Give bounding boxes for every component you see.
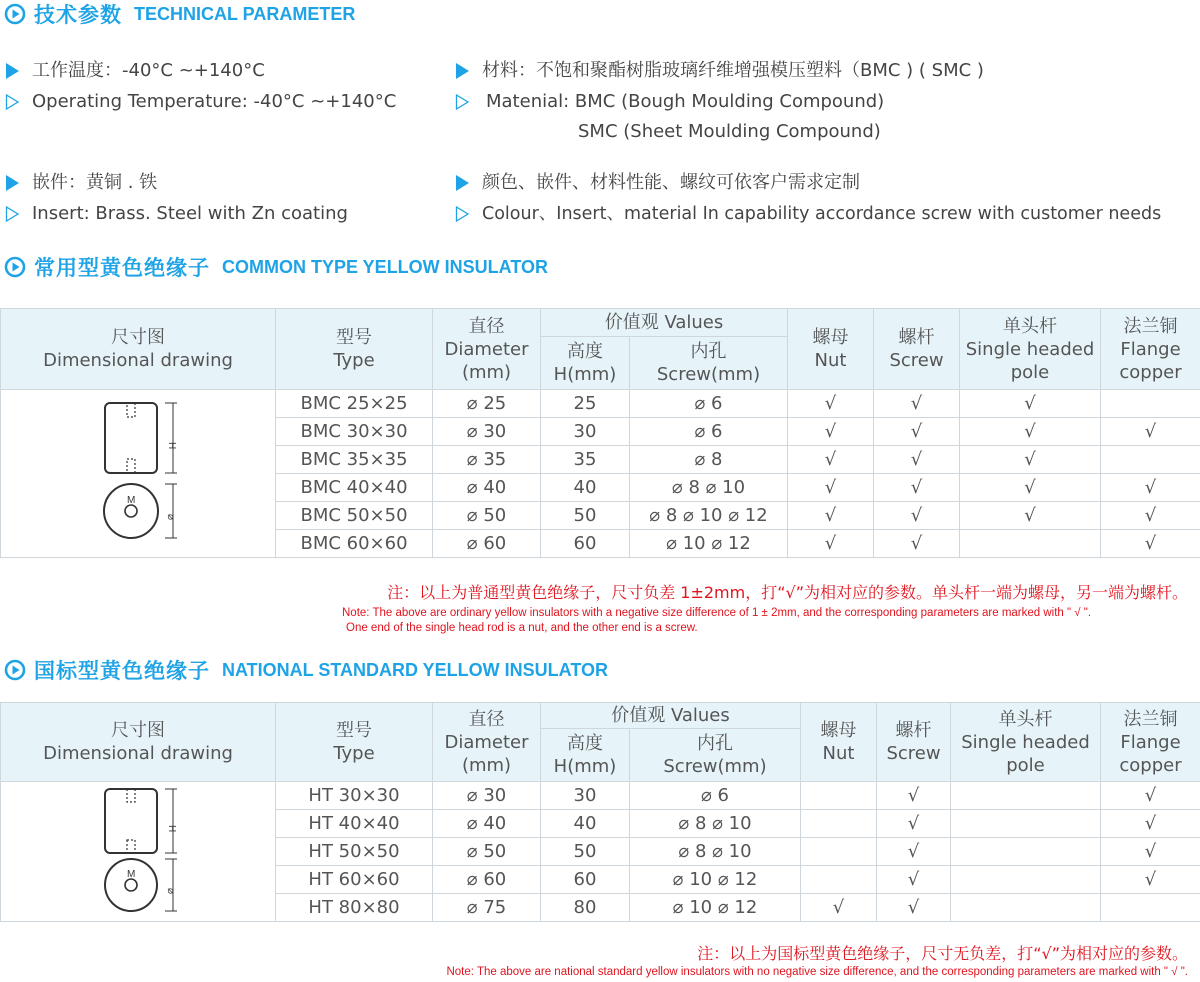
- cell-screw: √: [877, 838, 951, 866]
- cell-type: BMC 50×50: [276, 502, 433, 530]
- header-text: 高度: [567, 341, 603, 362]
- cell-height: 50: [541, 838, 630, 866]
- section-title-technical: [4, 0, 355, 28]
- cell-screw: √: [877, 782, 951, 810]
- header-text: 法兰铜: [1123, 315, 1178, 337]
- cell-nut: √: [788, 502, 874, 530]
- header-text: Dimensional drawing: [43, 743, 233, 764]
- cell-height: 50: [541, 502, 630, 530]
- header-values: 价值观 Values: [541, 703, 801, 729]
- param-text: 嵌件：黄铜 . 铁: [32, 172, 158, 193]
- cell-screw: √: [874, 530, 960, 558]
- header-text: Nut: [814, 350, 847, 371]
- cell-type: HT 80×80: [276, 894, 433, 922]
- cell-diameter: ⌀ 40: [433, 810, 541, 838]
- header-text: 螺母: [820, 720, 857, 741]
- cell-pole: √: [960, 418, 1101, 446]
- cell-flange: [1101, 894, 1200, 922]
- triangle-solid-icon: [4, 62, 20, 80]
- cell-bore: ⌀ 10 ⌀ 12: [630, 530, 788, 558]
- section-title-cn: 技术参数: [34, 3, 122, 27]
- header-text: H(mm): [553, 756, 617, 777]
- param-temp-en: [4, 91, 396, 113]
- header-text: copper: [1119, 361, 1182, 383]
- cell-diameter: ⌀ 25: [433, 390, 541, 418]
- m-label: M: [127, 868, 136, 880]
- header-text: 法兰铜: [1123, 708, 1178, 730]
- header-text: 型号: [336, 720, 372, 741]
- header-text: 单头杆: [1003, 315, 1057, 337]
- cell-bore: ⌀ 8 ⌀ 10: [630, 810, 801, 838]
- param-text: 材料：不饱和聚酯树脂玻璃纤维增强模压塑料（BMC ) ( SMC ): [482, 60, 984, 81]
- cell-pole: √: [960, 446, 1101, 474]
- header-height: [541, 337, 630, 390]
- cell-height: 30: [541, 418, 630, 446]
- header-text: 直径: [468, 708, 505, 730]
- cell-screw: √: [874, 418, 960, 446]
- cell-flange: √: [1101, 502, 1200, 530]
- cell-bore: ⌀ 10 ⌀ 12: [630, 866, 801, 894]
- param-material-en: [454, 91, 884, 113]
- header-text: copper: [1119, 754, 1182, 776]
- cell-diameter: ⌀ 30: [433, 782, 541, 810]
- cell-pole: [951, 838, 1101, 866]
- param-material-cn: [454, 60, 984, 82]
- header-text: Type: [333, 743, 375, 764]
- param-material-en2: SMC (Sheet Moulding Compound): [578, 121, 881, 142]
- cell-type: BMC 35×35: [276, 446, 433, 474]
- header-pole: [951, 703, 1101, 782]
- national-note-en: Note: The above are national standard yellow insulators with no negative size difference, and the corresponding parameters are marked with " √ ".: [446, 966, 1188, 978]
- param-text: 颜色、嵌件、材料性能、螺纹可依客户需求定制: [482, 172, 860, 193]
- header-text: pole: [1006, 754, 1045, 776]
- header-text: Single headed: [961, 731, 1090, 753]
- cell-nut: √: [788, 474, 874, 502]
- header-text: 螺杆: [895, 720, 932, 741]
- cell-bore: ⌀ 6: [630, 782, 801, 810]
- cell-flange: [1101, 390, 1200, 418]
- triangle-solid-icon: [4, 174, 20, 192]
- header-bore: [630, 337, 788, 390]
- header-text: 直径: [468, 315, 505, 337]
- header-text: Type: [333, 350, 375, 371]
- cell-nut: [801, 838, 877, 866]
- cell-height: 80: [541, 894, 630, 922]
- cell-diameter: ⌀ 60: [433, 866, 541, 894]
- header-text: Diameter: [444, 731, 529, 753]
- section-title-national: [4, 656, 608, 684]
- cell-flange: √: [1101, 474, 1200, 502]
- triangle-outline-icon: [4, 93, 20, 111]
- cell-bore: ⌀ 8: [630, 446, 788, 474]
- cell-bore: ⌀ 8 ⌀ 10: [630, 838, 801, 866]
- cell-screw: √: [877, 866, 951, 894]
- circle-play-icon: [4, 659, 26, 681]
- param-text: Insert: Brass. Steel with Zn coating: [32, 203, 348, 224]
- triangle-solid-icon: [454, 174, 470, 192]
- header-text: 内孔: [690, 341, 727, 362]
- header-text: 高度: [567, 733, 603, 754]
- param-text: Operating Temperature: -40°C ~+140°C: [32, 91, 397, 112]
- circle-play-icon: [4, 3, 26, 25]
- common-spec-table: [0, 308, 1200, 558]
- cell-flange: √: [1101, 838, 1200, 866]
- height-label: H: [166, 824, 177, 832]
- header-diameter: [433, 703, 541, 782]
- section-title-cn: 国标型黄色绝缘子: [34, 659, 210, 683]
- cell-flange: √: [1101, 782, 1200, 810]
- header-text: 尺寸图: [111, 720, 165, 741]
- header-text: Screw(mm): [656, 364, 761, 385]
- header-text: 单头杆: [998, 708, 1053, 730]
- cell-nut: √: [788, 530, 874, 558]
- cell-flange: √: [1101, 866, 1200, 894]
- cell-screw: √: [877, 894, 951, 922]
- cell-diameter: ⌀ 50: [433, 502, 541, 530]
- cell-flange: [1101, 446, 1200, 474]
- header-text: 内孔: [697, 733, 733, 754]
- common-note-cn: 注：以上为普通型黄色绝缘子，尺寸负差 1±2mm，打“√”为相对应的参数。单头杆一端为螺母，另一端为螺杆。: [387, 583, 1188, 602]
- param-text: Colour、Insert、material In capability accordance screw with customer needs: [482, 204, 1162, 224]
- param-temp-cn: [4, 60, 265, 82]
- cell-type: HT 50×50: [276, 838, 433, 866]
- header-text: Flange: [1120, 338, 1181, 360]
- header-text: (mm): [461, 361, 512, 383]
- header-text: Screw: [886, 743, 941, 764]
- cell-type: BMC 40×40: [276, 474, 433, 502]
- cell-bore: ⌀ 8 ⌀ 10: [630, 474, 788, 502]
- header-pole: [960, 309, 1101, 390]
- header-diameter: [433, 309, 541, 390]
- cell-diameter: ⌀ 60: [433, 530, 541, 558]
- cell-pole: [960, 530, 1101, 558]
- cell-height: 35: [541, 446, 630, 474]
- section-title-en: NATIONAL STANDARD YELLOW INSULATOR: [222, 659, 608, 680]
- param-custom-cn: [454, 172, 860, 194]
- insulator-drawing: [83, 399, 193, 549]
- cell-screw: √: [874, 446, 960, 474]
- triangle-outline-icon: [454, 205, 470, 223]
- cell-type: BMC 60×60: [276, 530, 433, 558]
- cell-bore: ⌀ 6: [630, 390, 788, 418]
- insulator-drawing: [83, 785, 193, 919]
- param-text: Matenial: BMC (Bough Moulding Compound): [486, 91, 885, 112]
- circle-play-icon: [4, 256, 26, 278]
- param-text: 工作温度：-40°C ~+140°C: [32, 60, 265, 81]
- cell-type: HT 60×60: [276, 866, 433, 894]
- cell-nut: [801, 782, 877, 810]
- common-note-en-2: One end of the single head rod is a nut, and the other end is a screw.: [346, 622, 698, 634]
- header-text: 螺母: [812, 327, 849, 348]
- height-label: H: [166, 441, 177, 449]
- cell-diameter: ⌀ 30: [433, 418, 541, 446]
- cell-bore: ⌀ 8 ⌀ 10 ⌀ 12: [630, 502, 788, 530]
- triangle-solid-icon: [454, 62, 470, 80]
- cell-diameter: ⌀ 40: [433, 474, 541, 502]
- cell-height: 60: [541, 530, 630, 558]
- cell-nut: √: [788, 390, 874, 418]
- header-text: Dimensional drawing: [43, 350, 233, 371]
- header-text: Single headed: [965, 338, 1095, 360]
- cell-type: HT 40×40: [276, 810, 433, 838]
- header-text: 螺杆: [898, 327, 935, 348]
- header-bore: [630, 729, 801, 782]
- cell-diameter: ⌀ 35: [433, 446, 541, 474]
- cell-flange: √: [1101, 530, 1200, 558]
- diameter-label: ⌀: [165, 887, 176, 894]
- cell-nut: √: [788, 446, 874, 474]
- common-note-en-1: Note: The above are ordinary yellow insulators with a negative size difference of 1 ± 2mm, and the corresponding parameters are marked with " √ ".: [342, 607, 1092, 619]
- triangle-outline-icon: [454, 93, 470, 111]
- header-text: Screw(mm): [663, 756, 767, 777]
- cell-height: 40: [541, 810, 630, 838]
- cell-type: BMC 30×30: [276, 418, 433, 446]
- cell-pole: [951, 866, 1101, 894]
- section-title-en: COMMON TYPE YELLOW INSULATOR: [222, 256, 549, 277]
- cell-nut: [801, 810, 877, 838]
- m-label: M: [127, 494, 136, 506]
- header-values: 价值观 Values: [541, 309, 788, 337]
- cell-screw: √: [877, 810, 951, 838]
- cell-screw: √: [874, 474, 960, 502]
- header-nut: [788, 309, 874, 390]
- header-text: Nut: [822, 743, 855, 764]
- header-text: Flange: [1120, 731, 1181, 753]
- header-type: [276, 309, 433, 390]
- cell-type: HT 30×30: [276, 782, 433, 810]
- national-spec-table: [0, 702, 1200, 922]
- cell-bore: ⌀ 10 ⌀ 12: [630, 894, 801, 922]
- header-flange: [1101, 703, 1200, 782]
- header-text: 型号: [336, 327, 372, 348]
- national-note-cn: 注：以上为国标型黄色绝缘子，尺寸无负差，打“√”为相对应的参数。: [697, 944, 1188, 963]
- cell-screw: √: [874, 502, 960, 530]
- header-drawing: [1, 309, 276, 390]
- cell-height: 30: [541, 782, 630, 810]
- cell-flange: √: [1101, 418, 1200, 446]
- header-text: Screw: [889, 350, 944, 371]
- cell-pole: [951, 894, 1101, 922]
- cell-flange: √: [1101, 810, 1200, 838]
- param-insert-cn: [4, 172, 157, 194]
- header-height: [541, 729, 630, 782]
- section-title-common: [4, 253, 548, 281]
- section-title-en: TECHNICAL PARAMETER: [134, 3, 356, 24]
- header-type: [276, 703, 433, 782]
- cell-screw: √: [874, 390, 960, 418]
- cell-nut: √: [788, 418, 874, 446]
- header-text: H(mm): [553, 364, 617, 385]
- header-screw: [874, 309, 960, 390]
- header-nut: [801, 703, 877, 782]
- cell-height: 25: [541, 390, 630, 418]
- header-text: 尺寸图: [111, 327, 165, 348]
- cell-diameter: ⌀ 50: [433, 838, 541, 866]
- header-screw: [877, 703, 951, 782]
- cell-height: 60: [541, 866, 630, 894]
- header-text: (mm): [461, 754, 512, 776]
- cell-pole: √: [960, 474, 1101, 502]
- cell-pole: √: [960, 390, 1101, 418]
- triangle-outline-icon: [4, 205, 20, 223]
- header-flange: [1101, 309, 1200, 390]
- cell-pole: √: [960, 502, 1101, 530]
- param-custom-en: [454, 203, 1161, 225]
- cell-nut: √: [801, 894, 877, 922]
- header-text: Diameter: [444, 338, 529, 360]
- cell-diameter: ⌀ 75: [433, 894, 541, 922]
- section-title-cn: 常用型黄色绝缘子: [34, 256, 210, 280]
- dimensional-drawing: [1, 782, 276, 922]
- cell-pole: [951, 810, 1101, 838]
- cell-pole: [951, 782, 1101, 810]
- param-insert-en: [4, 203, 348, 225]
- cell-type: BMC 25×25: [276, 390, 433, 418]
- header-drawing: [1, 703, 276, 782]
- cell-height: 40: [541, 474, 630, 502]
- cell-nut: [801, 866, 877, 894]
- dimensional-drawing: [1, 390, 276, 558]
- header-text: pole: [1010, 361, 1050, 383]
- cell-bore: ⌀ 6: [630, 418, 788, 446]
- diameter-label: ⌀: [165, 513, 176, 520]
